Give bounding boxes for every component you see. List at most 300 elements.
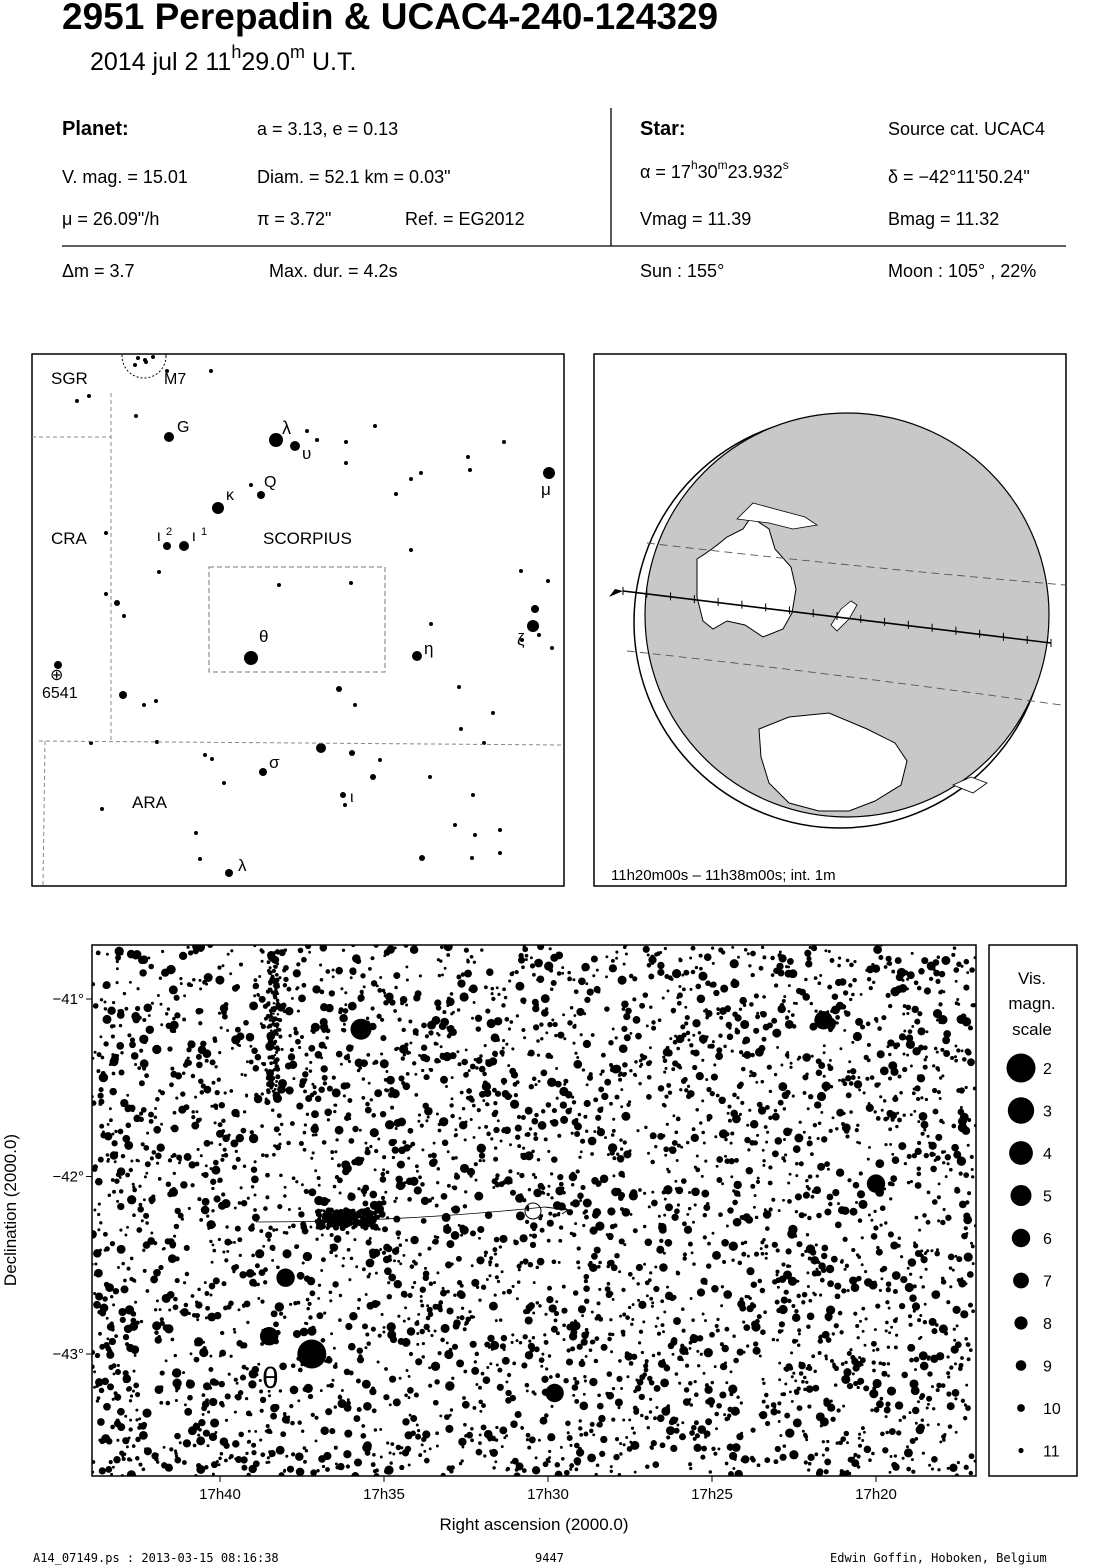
field-star bbox=[381, 1313, 384, 1316]
field-star bbox=[554, 1034, 557, 1037]
field-star bbox=[97, 1418, 105, 1426]
finder-star bbox=[104, 592, 108, 596]
field-star bbox=[857, 1255, 861, 1259]
field-star bbox=[440, 1018, 449, 1027]
field-star bbox=[257, 994, 260, 997]
field-star bbox=[284, 1186, 287, 1189]
field-star bbox=[651, 1440, 657, 1446]
field-star bbox=[310, 1093, 315, 1098]
field-star bbox=[753, 1140, 758, 1145]
field-star bbox=[484, 1080, 487, 1083]
field-star bbox=[458, 1062, 462, 1066]
field-star bbox=[420, 1182, 425, 1187]
field-star bbox=[710, 981, 716, 987]
field-star bbox=[865, 1077, 869, 1081]
field-star bbox=[907, 1181, 910, 1184]
field-star bbox=[753, 1206, 756, 1209]
field-star bbox=[257, 1363, 260, 1366]
field-star bbox=[196, 1436, 205, 1445]
x-tick-label: 17h25 bbox=[691, 1486, 733, 1503]
field-star bbox=[560, 1446, 563, 1449]
finder-star bbox=[378, 758, 382, 762]
field-star bbox=[473, 1001, 476, 1004]
field-star bbox=[422, 1342, 425, 1345]
field-star bbox=[106, 1317, 109, 1320]
mag-scale-label: 6 bbox=[1043, 1231, 1052, 1248]
field-star bbox=[890, 1175, 897, 1182]
field-star bbox=[917, 1074, 925, 1082]
field-star bbox=[468, 1310, 471, 1313]
field-star bbox=[736, 1096, 739, 1099]
field-star bbox=[136, 1227, 142, 1233]
field-star bbox=[195, 1301, 198, 1304]
field-star bbox=[818, 1338, 823, 1343]
page-title: 2951 Perepadin & UCAC4-240-124329 bbox=[62, 0, 719, 37]
field-star bbox=[780, 1064, 783, 1067]
field-star bbox=[406, 1051, 410, 1055]
field-star bbox=[897, 1244, 901, 1248]
field-star bbox=[346, 1231, 350, 1235]
field-star bbox=[143, 1145, 149, 1151]
field-star bbox=[341, 1264, 344, 1267]
field-star bbox=[776, 1273, 779, 1276]
field-star bbox=[574, 1052, 577, 1055]
field-star bbox=[816, 1174, 819, 1177]
field-star bbox=[835, 1222, 842, 1229]
field-star bbox=[184, 1403, 187, 1406]
field-star bbox=[924, 1252, 927, 1255]
field-star bbox=[790, 1062, 793, 1065]
field-star bbox=[293, 1027, 297, 1031]
field-star bbox=[269, 1431, 272, 1434]
field-star bbox=[918, 1252, 922, 1256]
field-star bbox=[666, 1083, 671, 1088]
field-star bbox=[493, 1110, 498, 1115]
field-star bbox=[761, 1252, 765, 1256]
field-star bbox=[662, 1190, 666, 1194]
field-star bbox=[676, 1187, 684, 1195]
field-star bbox=[349, 1312, 357, 1320]
field-star bbox=[243, 1020, 249, 1026]
field-star bbox=[239, 1271, 246, 1278]
field-star bbox=[476, 1256, 484, 1264]
field-star bbox=[150, 1276, 158, 1284]
field-star bbox=[855, 1324, 859, 1328]
field-star bbox=[369, 1145, 372, 1148]
field-star bbox=[830, 1359, 834, 1363]
field-star bbox=[302, 1261, 305, 1264]
field-star bbox=[872, 965, 880, 973]
field-star bbox=[148, 964, 154, 970]
field-star bbox=[99, 1035, 102, 1038]
field-star bbox=[203, 1172, 209, 1178]
field-star bbox=[93, 1003, 99, 1009]
field-star bbox=[200, 1154, 203, 1157]
field-star bbox=[347, 1248, 351, 1252]
field-star bbox=[211, 1461, 218, 1468]
field-star bbox=[601, 1053, 606, 1058]
field-star bbox=[788, 984, 791, 987]
field-star bbox=[876, 1400, 884, 1408]
field-star bbox=[486, 1132, 491, 1137]
mag-scale-dot bbox=[1011, 1185, 1032, 1206]
field-star bbox=[643, 946, 650, 953]
field-star bbox=[114, 1178, 119, 1183]
field-star bbox=[723, 1290, 732, 1299]
field-star bbox=[392, 1147, 399, 1154]
field-star bbox=[817, 981, 821, 985]
field-star bbox=[791, 1304, 795, 1308]
field-star bbox=[875, 1159, 884, 1168]
field-star bbox=[160, 1321, 165, 1326]
field-star bbox=[370, 1225, 375, 1230]
field-star bbox=[449, 1052, 456, 1059]
field-star bbox=[576, 1448, 584, 1456]
field-star bbox=[283, 1414, 286, 1417]
field-star bbox=[273, 1321, 279, 1327]
field-star bbox=[471, 1264, 474, 1267]
field-star bbox=[657, 1133, 664, 1140]
field-star bbox=[295, 1452, 304, 1461]
field-star bbox=[477, 1108, 481, 1112]
field-star bbox=[253, 1460, 260, 1467]
field-star bbox=[916, 1097, 920, 1101]
field-star bbox=[162, 1248, 165, 1251]
field-star bbox=[623, 1443, 626, 1446]
field-star bbox=[835, 1293, 841, 1299]
field-star bbox=[188, 1207, 191, 1210]
field-star bbox=[785, 1020, 794, 1029]
field-star bbox=[666, 1046, 670, 1050]
field-star bbox=[379, 1248, 382, 1251]
field-star bbox=[864, 1344, 867, 1347]
field-star bbox=[380, 1172, 385, 1177]
field-star bbox=[409, 1041, 412, 1044]
field-star bbox=[851, 1041, 854, 1044]
field-star bbox=[587, 989, 594, 996]
field-star bbox=[671, 1337, 677, 1343]
field-star bbox=[759, 1413, 762, 1416]
field-star bbox=[98, 1093, 104, 1099]
field-star bbox=[410, 1236, 418, 1244]
field-star bbox=[188, 950, 193, 955]
field-star bbox=[371, 1327, 376, 1332]
field-star bbox=[648, 1278, 652, 1282]
field-star bbox=[394, 1280, 402, 1288]
field-star bbox=[660, 1299, 664, 1303]
field-star bbox=[741, 1252, 746, 1257]
field-star bbox=[643, 992, 649, 998]
field-star bbox=[438, 974, 441, 977]
field-star bbox=[423, 1450, 426, 1453]
field-star bbox=[339, 1294, 342, 1297]
field-star bbox=[245, 1397, 248, 1400]
field-star bbox=[571, 1172, 575, 1176]
field-star bbox=[476, 1449, 483, 1456]
field-star bbox=[99, 1388, 105, 1394]
field-star bbox=[143, 1269, 147, 1273]
field-star bbox=[129, 1277, 133, 1281]
field-star bbox=[804, 978, 808, 982]
field-star bbox=[806, 1271, 809, 1274]
field-star bbox=[845, 1134, 849, 1138]
finder-star bbox=[154, 699, 158, 703]
field-star bbox=[305, 1449, 308, 1452]
field-star bbox=[793, 1002, 796, 1005]
field-star bbox=[783, 995, 786, 998]
field-star bbox=[169, 1447, 173, 1451]
field-star bbox=[199, 979, 202, 982]
field-star bbox=[308, 951, 311, 954]
field-star bbox=[788, 1225, 797, 1234]
field-star bbox=[343, 1164, 352, 1173]
field-star bbox=[270, 1413, 277, 1420]
field-star bbox=[872, 981, 875, 984]
field-star bbox=[325, 1408, 332, 1415]
field-star bbox=[691, 1425, 697, 1431]
field-star bbox=[614, 1188, 618, 1192]
field-star bbox=[114, 1130, 117, 1133]
field-star bbox=[389, 1451, 392, 1454]
field-star bbox=[954, 1187, 959, 1192]
label-iota2-index: 2 bbox=[166, 526, 173, 538]
field-star bbox=[236, 1340, 243, 1347]
field-star bbox=[870, 1075, 875, 1080]
field-star bbox=[431, 1197, 434, 1200]
field-star bbox=[694, 1392, 699, 1397]
field-star bbox=[260, 1022, 263, 1025]
field-star bbox=[208, 1367, 213, 1372]
field-star bbox=[588, 1455, 592, 1459]
field-star bbox=[711, 1285, 719, 1293]
field-star bbox=[99, 1087, 104, 1092]
field-star bbox=[348, 1002, 357, 1011]
field-star bbox=[312, 1134, 315, 1137]
field-star bbox=[374, 1089, 382, 1097]
field-star bbox=[276, 958, 279, 961]
info-table-lines bbox=[0, 0, 1096, 300]
field-star bbox=[853, 960, 856, 963]
field-star bbox=[550, 1196, 553, 1199]
field-star bbox=[409, 1414, 412, 1417]
field-star bbox=[99, 1344, 105, 1350]
field-star bbox=[633, 1228, 638, 1233]
field-star bbox=[539, 1357, 545, 1363]
field-star bbox=[739, 1008, 742, 1011]
field-star bbox=[616, 1376, 622, 1382]
field-star bbox=[224, 1258, 228, 1262]
field-star bbox=[406, 1369, 409, 1372]
field-star bbox=[408, 1464, 411, 1467]
field-star bbox=[135, 1456, 140, 1461]
field-star bbox=[303, 1089, 307, 1093]
field-star bbox=[138, 1417, 141, 1420]
star-vmag: Vmag = 11.39 bbox=[640, 209, 752, 229]
field-star bbox=[255, 1249, 264, 1258]
field-star bbox=[219, 1102, 225, 1108]
field-star bbox=[316, 1212, 321, 1217]
field-star bbox=[138, 1016, 142, 1020]
field-star bbox=[688, 1381, 693, 1386]
field-star bbox=[837, 1202, 840, 1205]
field-star bbox=[385, 1070, 388, 1073]
field-star bbox=[778, 1378, 781, 1381]
field-star bbox=[528, 1302, 535, 1309]
field-star bbox=[335, 1462, 338, 1465]
field-star bbox=[395, 1197, 398, 1200]
field-star bbox=[578, 977, 586, 985]
field-star bbox=[716, 1094, 720, 1098]
field-star bbox=[574, 1222, 577, 1225]
finder-star bbox=[87, 394, 91, 398]
label-iota1-index: 1 bbox=[201, 526, 208, 538]
field-star bbox=[654, 952, 658, 956]
field-star bbox=[567, 1435, 573, 1441]
field-star bbox=[451, 1231, 460, 1240]
field-star bbox=[871, 1233, 878, 1240]
field-star bbox=[126, 1445, 129, 1448]
field-star bbox=[647, 1426, 650, 1429]
field-star bbox=[891, 970, 895, 974]
field-star bbox=[445, 1381, 454, 1390]
field-star bbox=[529, 1234, 532, 1237]
field-star bbox=[861, 1426, 865, 1430]
field-star bbox=[266, 1002, 271, 1007]
field-star bbox=[705, 1418, 712, 1425]
field-star bbox=[460, 1226, 469, 1235]
field-star bbox=[540, 1228, 545, 1233]
field-star bbox=[526, 1438, 529, 1441]
field-star bbox=[672, 1353, 675, 1356]
field-star bbox=[538, 1217, 542, 1221]
field-star bbox=[925, 1268, 928, 1271]
field-star bbox=[383, 1256, 391, 1264]
field-star bbox=[106, 1153, 109, 1156]
field-star bbox=[678, 985, 681, 988]
field-star bbox=[692, 1262, 696, 1266]
field-star bbox=[908, 1323, 912, 1327]
field-star bbox=[347, 1098, 352, 1103]
field-star bbox=[595, 1222, 604, 1231]
field-star bbox=[741, 1458, 746, 1463]
field-star bbox=[393, 1200, 396, 1203]
field-star bbox=[129, 981, 132, 984]
field-star bbox=[546, 1296, 553, 1303]
field-star bbox=[947, 1467, 950, 1470]
field-star bbox=[629, 1069, 632, 1072]
field-star bbox=[796, 1294, 800, 1298]
finder-star bbox=[491, 711, 495, 715]
field-star bbox=[903, 1053, 906, 1056]
field-star bbox=[414, 1073, 417, 1076]
field-star bbox=[197, 1148, 200, 1151]
field-star bbox=[774, 983, 778, 987]
field-star bbox=[969, 1471, 973, 1475]
field-star bbox=[741, 1242, 745, 1246]
field-star bbox=[773, 1459, 778, 1464]
field-star bbox=[538, 1304, 542, 1308]
field-star bbox=[859, 1320, 862, 1323]
field-star bbox=[585, 982, 588, 985]
field-star bbox=[964, 1337, 968, 1341]
field-star bbox=[209, 1433, 217, 1441]
field-star bbox=[711, 1381, 714, 1384]
field-star bbox=[704, 953, 712, 961]
field-star bbox=[762, 1400, 766, 1404]
field-star bbox=[945, 1215, 951, 1221]
field-star bbox=[332, 968, 335, 971]
field-star bbox=[751, 1458, 756, 1463]
field-star bbox=[395, 1230, 401, 1236]
field-star bbox=[303, 1148, 307, 1152]
field-star bbox=[211, 1209, 214, 1212]
field-star bbox=[172, 1368, 181, 1377]
field-star bbox=[834, 1366, 839, 1371]
field-star bbox=[954, 1362, 957, 1365]
field-star bbox=[575, 1468, 579, 1472]
field-star bbox=[711, 1447, 715, 1451]
field-star bbox=[136, 1159, 139, 1162]
footer-author: Edwin Goffin, Hoboken, Belgium bbox=[830, 1551, 1047, 1565]
field-star bbox=[646, 1094, 652, 1100]
field-star bbox=[951, 953, 955, 957]
field-star bbox=[348, 1211, 351, 1214]
field-star bbox=[511, 1333, 514, 1336]
field-star bbox=[212, 1249, 216, 1253]
field-star bbox=[683, 1252, 687, 1256]
field-star bbox=[214, 1121, 217, 1124]
finder-star bbox=[151, 355, 155, 359]
field-star bbox=[360, 973, 365, 978]
field-star bbox=[684, 1387, 690, 1393]
field-star bbox=[517, 1144, 521, 1148]
field-star bbox=[583, 1375, 586, 1378]
field-star bbox=[402, 1418, 409, 1425]
field-star bbox=[562, 1285, 566, 1289]
field-star bbox=[478, 1237, 481, 1240]
field-star bbox=[454, 1128, 457, 1131]
field-star bbox=[451, 1076, 454, 1079]
field-star bbox=[764, 1244, 768, 1248]
field-star bbox=[835, 1015, 840, 1020]
field-star bbox=[400, 996, 408, 1004]
field-star bbox=[466, 1096, 470, 1100]
field-star bbox=[515, 1125, 522, 1132]
field-star bbox=[240, 1375, 246, 1381]
field-star bbox=[462, 1401, 470, 1409]
field-star bbox=[555, 1373, 560, 1378]
field-star bbox=[458, 1117, 461, 1120]
field-star bbox=[144, 1073, 149, 1078]
field-star bbox=[812, 1190, 816, 1194]
field-star bbox=[872, 1360, 876, 1364]
field-star bbox=[659, 1263, 668, 1272]
field-star bbox=[95, 1178, 103, 1186]
field-star bbox=[395, 1176, 402, 1183]
field-star bbox=[258, 975, 261, 978]
field-star bbox=[701, 1446, 707, 1452]
field-star bbox=[793, 1418, 802, 1427]
field-star bbox=[196, 1318, 199, 1321]
field-star bbox=[202, 1198, 210, 1206]
field-star bbox=[758, 1279, 763, 1284]
field-star bbox=[825, 1418, 828, 1421]
field-star bbox=[363, 1402, 372, 1411]
field-star bbox=[885, 1321, 889, 1325]
field-star bbox=[534, 1113, 538, 1117]
field-star bbox=[686, 971, 689, 974]
field-star bbox=[904, 1448, 913, 1457]
